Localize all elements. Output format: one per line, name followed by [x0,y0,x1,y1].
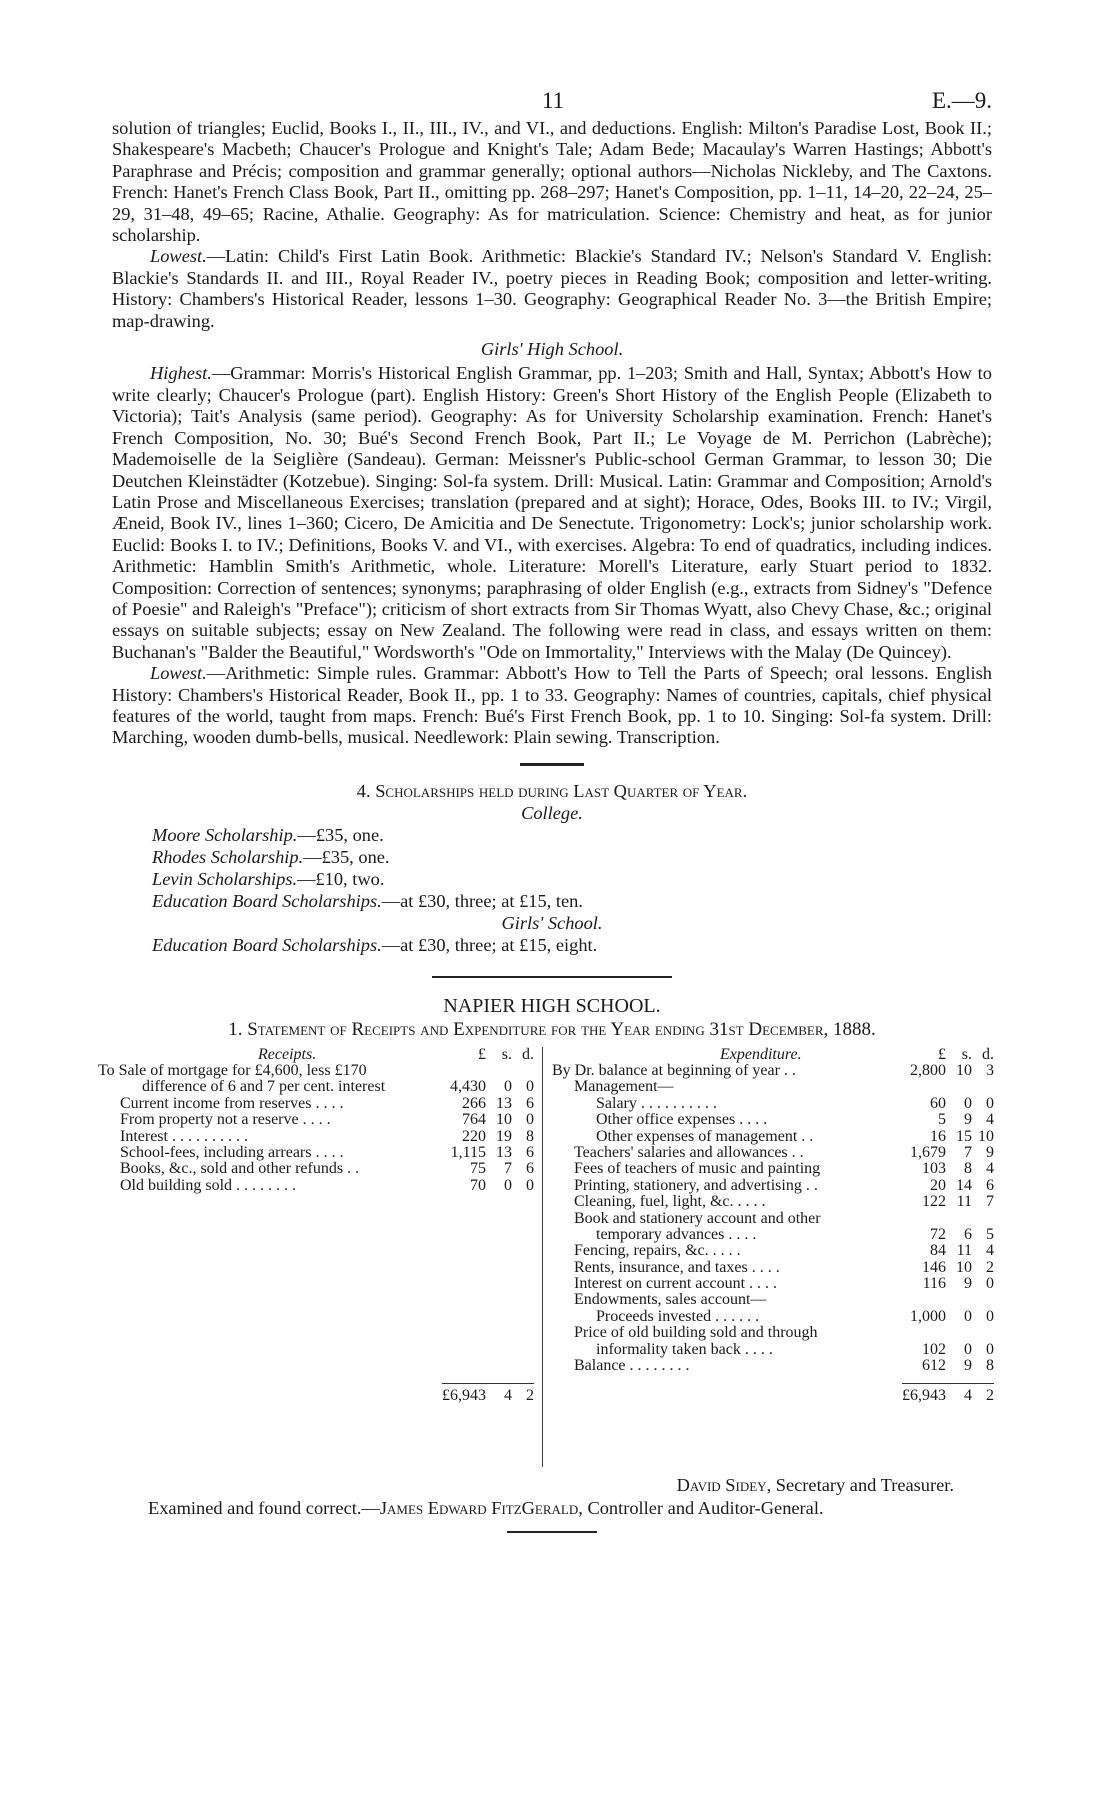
amount-cell [922,1227,994,1243]
college-scholarship-item [112,868,992,890]
expenditure-row [552,1309,994,1325]
pence-value: 6 [526,1143,534,1161]
item-label: Interest on current account . . . . [574,1275,778,1293]
pounds-value: 72 [930,1225,946,1243]
pence-value: 4 [986,1242,994,1260]
item-label: Cleaning, fuel, light, &c. . . . . [574,1193,766,1211]
girls-high-school-heading: Girls' High School. [480,339,624,360]
receipts-row [98,1161,534,1177]
amount-cell [922,1243,994,1259]
shillings-value: 0 [504,1078,512,1096]
document-page [98,78,994,1547]
pence-value: 0 [526,1078,534,1096]
shillings-value: 10 [496,1111,512,1129]
item-label: From property not a reserve . . . . [120,1111,331,1129]
pence-value: 10 [978,1127,994,1145]
pounds-value: 266 [462,1094,486,1112]
section-divider-2 [432,976,672,978]
examined-prefix: Examined and found correct.— [148,1498,380,1518]
pence-value: 6 [986,1176,994,1194]
expenditure-row [552,1145,994,1161]
expenditure-row [552,1342,994,1358]
scholarship-detail: —£10, two. [297,868,385,889]
item-label: Interest . . . . . . . . . . [120,1127,248,1145]
shillings-value: 19 [496,1127,512,1145]
total-pence: 2 [526,1386,534,1404]
scholarship-name: Rhodes Scholarship. [152,846,304,867]
paragraph-boys-highest-continued: solution of triangles; Euclid, Books I., II., III., IV., and VI., and deductions. English: Milton's Paradise Lost, Book II.; Shakespeare's Macbeth; Chaucer's Prologue and Knight's Tale; Adam Bede; Macaulay's Warren Hastings; Abbott's Paraphrase and Précis; composition and grammar generally; optional authors—Nicholas Nickleby, and The Caxtons. French: Hanet's French Class Book, Part II., omitting pp. 268–297; Hanet's Composition, pp. 1–11, 14–20, 22–24, 25–29, 31–48, 49–65; Racine, Athalie. Geography: As for matriculation. Science: Chemistry and heat, as for junior scholarship. [112,118,992,246]
amount-cell [910,1063,994,1079]
item-label: Old building sold . . . . . . . . [120,1176,297,1194]
scholarship-detail: —£35, one. [297,824,384,845]
amount-cell [922,1129,994,1145]
pence-value: 2 [986,1258,994,1276]
amount-cell [922,1325,994,1341]
amount-cell [922,1276,994,1292]
shillings-value: 10 [956,1061,972,1079]
shillings-value: 9 [964,1111,972,1129]
pence-value: 6 [526,1160,534,1178]
expenditure-column [552,1045,994,1404]
item-label: Other expenses of management . . [596,1127,814,1145]
shillings-value: 13 [496,1143,512,1161]
lowest-label: Lowest. [150,246,207,267]
amount-cell [922,1178,994,1194]
expenditure-row [552,1079,994,1095]
pence-value: 0 [526,1176,534,1194]
college-scholarship-item [112,846,992,868]
item-label: temporary advances . . . . [596,1225,757,1243]
pounds-header: £ [478,1045,486,1063]
pence-value: 0 [986,1275,994,1293]
column-heading: Receipts. [258,1045,317,1063]
item-label: Salary . . . . . . . . . . [596,1094,717,1112]
receipts-row [98,1079,534,1095]
pounds-value: 2,800 [910,1061,946,1079]
shillings-value: 0 [964,1094,972,1112]
item-label: By Dr. balance at beginning of year . . [552,1061,796,1079]
scholarship-detail: —at £30, three; at £15, ten. [381,890,583,911]
secretary-signature [112,1475,992,1496]
shillings-value: 6 [964,1225,972,1243]
item-label: Balance . . . . . . . . [574,1357,690,1375]
auditor-line [112,1498,992,1519]
pence-value: 7 [986,1193,994,1211]
item-label: School-fees, including arrears . . . . [120,1143,344,1161]
shillings-value: 13 [496,1094,512,1112]
page-number: 11 [542,88,565,113]
expenditure-row [552,1129,994,1145]
expenditure-row [552,1161,994,1177]
shillings-value: 0 [964,1307,972,1325]
amount-cell [922,1096,994,1112]
end-divider [507,1531,597,1533]
scholarship-detail: —at £30, three; at £15, eight. [381,934,598,955]
scholarship-name: Levin Scholarships. [152,868,298,889]
shillings-value: 15 [956,1127,972,1145]
item-label: Price of old building sold and through [574,1324,818,1342]
lowest-text: —Latin: Child's First Latin Book. Arithmetic: Blackie's Standard IV.; Nelson's Standard V. English: Blackie's Standards II. and III., Royal Reader IV., poetry pieces in Reading Book; composition and letter-writing. History: Chambers's Historical Reader, lessons 1–30. Geography: Geographical Reader No. 3—the British Empire; map-drawing. [112,246,992,331]
amount-cell [922,1079,994,1095]
item-label: To Sale of mortgage for £4,600, less £170 [98,1061,367,1079]
item-label: Fencing, repairs, &c. . . . . [574,1242,741,1260]
scholarship-name: Education Board Scholarships. [152,890,382,911]
expenditure-row [552,1292,994,1308]
receipts-column [98,1045,534,1404]
amount-cell [922,1211,994,1227]
pence-header: d. [522,1045,534,1063]
expenditure-row [552,1112,994,1128]
examiner-title: , Controller and Auditor-General. [578,1498,824,1518]
shillings-value: 7 [964,1143,972,1161]
pounds-header: £ [938,1045,946,1063]
napier-title: NAPIER HIGH SCHOOL. [443,994,661,1017]
total-pounds: £6,943 [442,1386,486,1404]
expenditure-row [552,1358,994,1374]
amount-cell [462,1096,534,1112]
pence-value: 3 [986,1061,994,1079]
receipts-row [98,1112,534,1128]
item-label: informality taken back . . . . [596,1340,773,1358]
scholarships-heading: 4. Scholarships held during Last Quarter of Year. [356,780,748,801]
scholarship-name: Education Board Scholarships. [152,934,382,955]
shillings-value: 14 [956,1176,972,1194]
college-subheading: College. [521,802,583,823]
pence-value: 9 [986,1143,994,1161]
pounds-value: 220 [462,1127,486,1145]
amount-cell [922,1358,994,1374]
pounds-value: 1,000 [910,1307,946,1325]
paragraph-girls-lowest [112,663,992,749]
item-label: Printing, stationery, and advertising . . [574,1176,818,1194]
pounds-value: 1,115 [450,1143,486,1161]
pounds-value: 16 [930,1127,946,1145]
pence-value: 0 [986,1307,994,1325]
paragraph-girls-highest [112,363,992,663]
pounds-value: 70 [470,1176,486,1194]
statement-title: 1. Statement of Receipts and Expenditure for the Year ending 31st December, 1888. [228,1019,876,1041]
item-label: difference of 6 and 7 per cent. interest [142,1078,386,1096]
paragraph-boys-lowest [112,246,992,332]
item-label: Rents, insurance, and taxes . . . . [574,1258,780,1276]
shillings-value: 9 [964,1275,972,1293]
pounds-value: 1,679 [910,1143,946,1161]
pence-value: 0 [986,1094,994,1112]
financial-statement [98,1045,994,1467]
expenditure-row [552,1096,994,1112]
scholarships-section [112,780,992,956]
girls-school-subheading: Girls' School. [501,912,603,933]
amount-cell [462,1178,534,1194]
examiner-name: James Edward FitzGerald [379,1498,579,1518]
expenditure-row [552,1325,994,1341]
item-label: Current income from reserves . . . . [120,1094,344,1112]
pounds-value: 75 [470,1160,486,1178]
amount-cell [922,1292,994,1308]
expenditure-row [552,1178,994,1194]
total-shillings: 4 [964,1386,972,1404]
amount-cell [922,1161,994,1177]
currency-header [462,1047,534,1063]
pence-value: 8 [526,1127,534,1145]
column-heading-row [98,1047,534,1063]
pounds-value: 146 [922,1258,946,1276]
college-scholarship-item [112,824,992,846]
scholarship-detail: —£35, one. [303,846,390,867]
shillings-header: s. [501,1045,512,1063]
amount-cell [462,1129,534,1145]
pounds-value: 103 [922,1160,946,1178]
secretary-title: , Secretary and Treasurer. [766,1474,954,1495]
amount-cell [451,1145,534,1161]
pounds-value: 5 [938,1111,946,1129]
item-label: Endowments, sales account— [574,1291,767,1309]
receipts-total-row [98,1383,534,1404]
amount-cell [450,1079,534,1095]
total-pounds: £6,943 [902,1386,946,1404]
pounds-value: 116 [922,1275,946,1293]
girls-scholarship-item [112,934,992,956]
pence-header: d. [982,1045,994,1063]
total-amount [442,1383,534,1404]
pence-value: 0 [986,1340,994,1358]
amount-cell [910,1145,994,1161]
receipts-row [98,1063,534,1079]
scholarship-name: Moore Scholarship. [152,824,298,845]
receipts-row [98,1129,534,1145]
amount-cell [922,1194,994,1210]
shillings-value: 7 [504,1160,512,1178]
girls-lowest-label: Lowest. [150,663,207,684]
column-heading-row [552,1047,994,1063]
shillings-header: s. [961,1045,972,1063]
pounds-value: 102 [922,1340,946,1358]
page-header [112,78,992,118]
shillings-value: 10 [956,1258,972,1276]
pounds-value: 60 [930,1094,946,1112]
pounds-value: 612 [922,1357,946,1375]
pounds-value: 122 [922,1193,946,1211]
item-label: Teachers' salaries and allowances . . [574,1143,804,1161]
expenditure-row [552,1243,994,1259]
pence-value: 0 [526,1111,534,1129]
shillings-value: 0 [504,1176,512,1194]
receipts-row [98,1145,534,1161]
item-label: Book and stationery account and other [574,1209,821,1227]
pence-value: 4 [986,1111,994,1129]
pence-value: 4 [986,1160,994,1178]
total-amount [902,1383,994,1404]
item-label: Management— [574,1078,674,1096]
pounds-value: 84 [930,1242,946,1260]
amount-cell [922,1342,994,1358]
pence-value: 8 [986,1357,994,1375]
item-label: Books, &c., sold and other refunds . . [120,1160,360,1178]
total-shillings: 4 [504,1386,512,1404]
highest-label: Highest. [150,363,212,384]
amount-cell [910,1309,994,1325]
expenditure-total-row [552,1383,994,1404]
pence-value: 5 [986,1225,994,1243]
girls-lowest-text: —Arithmetic: Simple rules. Grammar: Abbott's How to Tell the Parts of Speech; oral lessons. English History: Chambers's Historical Reader, Book II., pp. 1 to 33. Geography: Names of countries, capitals, chief physical features of the world, taught from maps. French: Bué's First French Book, pp. 1 to 10. Singing: Sol-fa system. Drill: Marching, wooden dumb-bells, musical. Needlework: Plain sewing. Transcription. [112,663,992,748]
amount-cell [462,1063,534,1079]
amount-cell [922,1260,994,1276]
shillings-value: 0 [964,1340,972,1358]
expenditure-row [552,1227,994,1243]
shillings-value: 8 [964,1160,972,1178]
expenditure-row [552,1276,994,1292]
currency-header [922,1047,994,1063]
document-reference: E.—9. [931,88,992,113]
item-label: Other office expenses . . . . [596,1111,768,1129]
receipts-row [98,1096,534,1112]
amount-cell [922,1112,994,1128]
pounds-value: 20 [930,1176,946,1194]
amount-cell [462,1161,534,1177]
shillings-value: 11 [956,1242,972,1260]
item-label: Proceeds invested . . . . . . [596,1307,760,1325]
receipts-row [98,1178,534,1194]
amount-cell [462,1112,534,1128]
secretary-name: David Sidey [676,1474,767,1495]
pounds-value: 764 [462,1111,486,1129]
college-scholarship-item [112,890,992,912]
item-label: Fees of teachers of music and painting [574,1160,821,1178]
expenditure-row [552,1063,994,1079]
pence-value: 6 [526,1094,534,1112]
total-pence: 2 [986,1386,994,1404]
column-divider [542,1047,543,1467]
shillings-value: 9 [964,1357,972,1375]
column-heading: Expenditure. [720,1045,802,1063]
section-divider [520,763,584,766]
expenditure-row [552,1260,994,1276]
shillings-value: 11 [956,1193,972,1211]
expenditure-row [552,1194,994,1210]
pounds-value: 4,430 [450,1078,486,1096]
highest-text: —Grammar: Morris's Historical English Grammar, pp. 1–203; Smith and Hall, Syntax; Abbott's How to write clearly; Chaucer's Prologue (part). English History: Green's Short History of the English People (Elizabeth to Victoria); Tait's Analysis (same period). Geography: As for University Scholarship examination. French: Hanet's French Composition, No. 30; Bué's Second French Book, Part II.; Le Voyage de M. Perrichon (Labrèche); Mademoiselle de la Seiglière (Sandeau). German: Meissner's Public-school German Grammar, to lesson 30; Die Deutchen Kleinstädter (Kotzebue). Singing: Sol-fa system. Drill: Musical. Latin: Grammar and Composition; Arnold's Latin Prose and Miscellaneous Exercises; translation (prepared and at sight); Horace, Odes, Books III. to IV.; Virgil, Æneid, Book IV., lines 1–360; Cicero, De Amicitia and De Senectute. Trigonometry: Lock's; junior scholarship work. Euclid: Books I. to IV.; Definitions, Books V. and VI., with exercises. Algebra: To end of quadratics, including indices. Arithmetic: Hamblin Smith's Arithmetic, whole. Literature: Morell's Literature, early Stuart period to 1832. Composition: Correction of sentences; synonyms; paraphrasing of older English (e.g., extracts from Sidney's "Defence of Poesie" and Raleigh's "Preface"); criticism of short extracts from Sir Thomas Wyatt, also Chevy Chase, &c.; original essays on suitable subjects; essay on New Zealand. The following were read in class, and essays written on them: Buchanan's "Balder the Beautiful," Wordsworth's "Ode on Immortality," Interviews with the Malay (De Quincey). [112,363,992,662]
expenditure-row [552,1211,994,1227]
